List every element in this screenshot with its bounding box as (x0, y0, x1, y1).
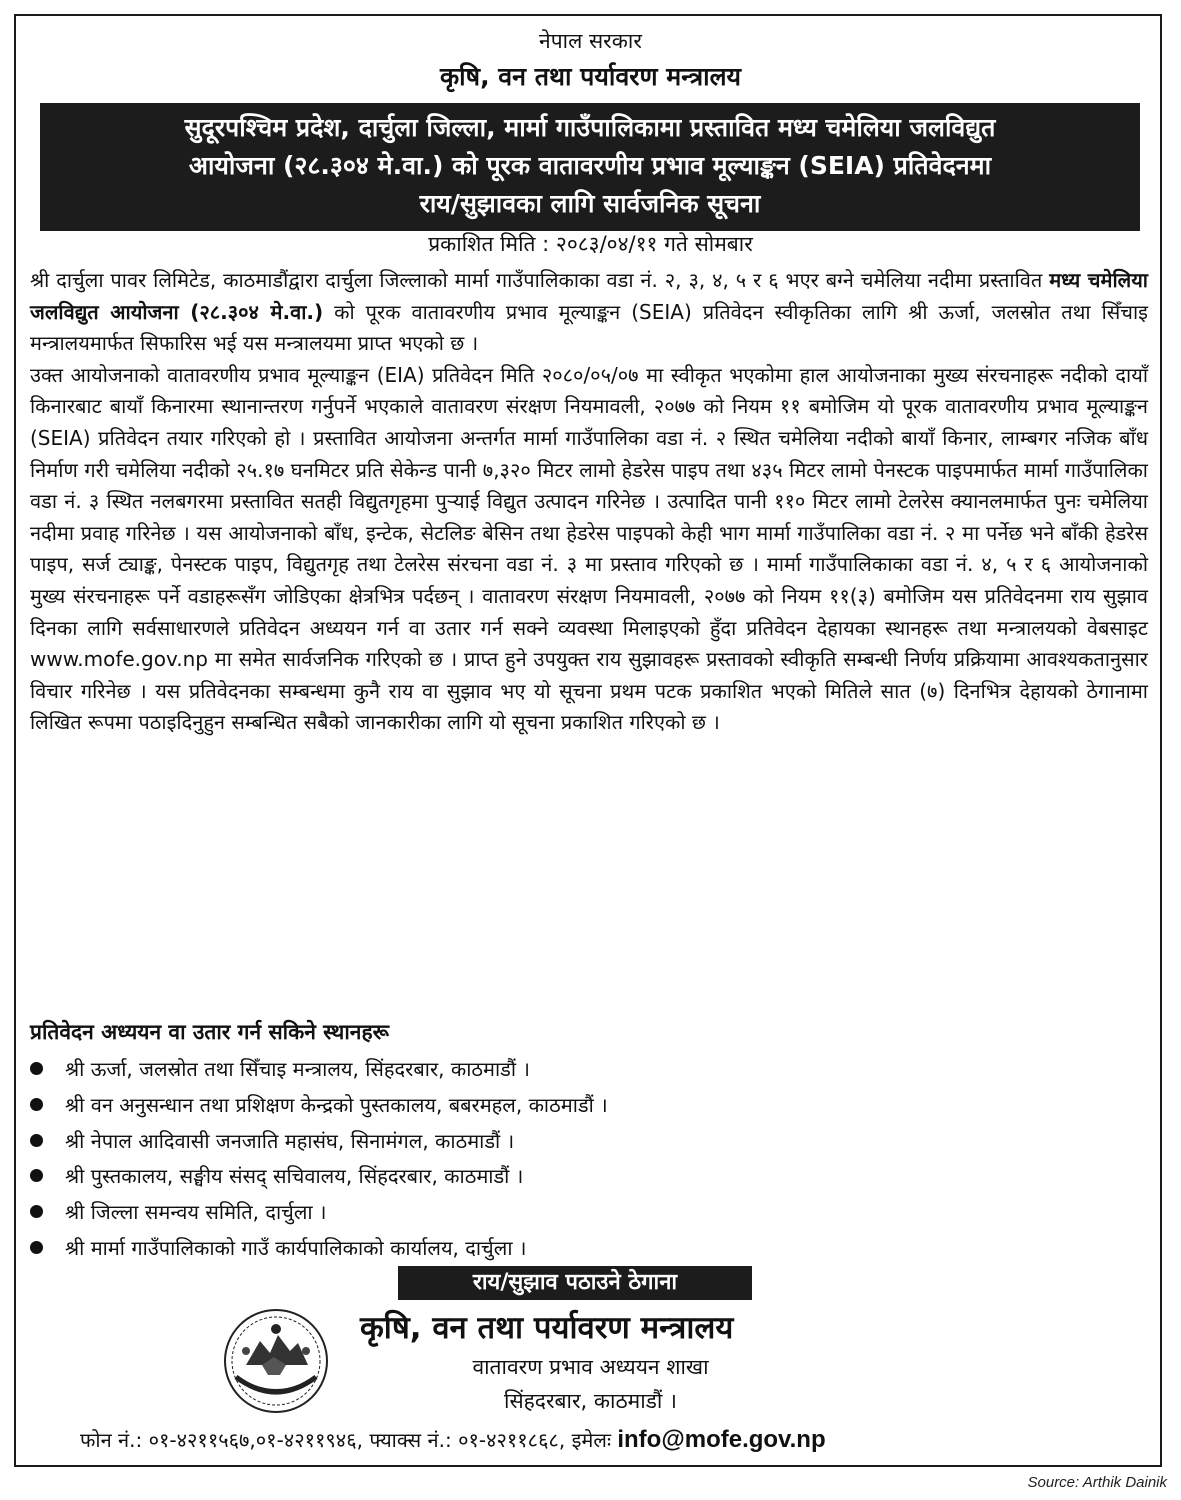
bullet-icon (30, 1134, 43, 1147)
list-item: श्री वन अनुसन्धान तथा प्रशिक्षण केन्द्रको पुस्तकालय, बबरमहल, काठमाडौं । (30, 1088, 608, 1124)
project-name: मध्य चमेलिया जलविद्युत आयोजना (२८.३०४ मे.वा.) (30, 268, 1148, 324)
notice-body (30, 265, 1148, 739)
list-item: श्री नेपाल आदिवासी जनजाति महासंघ, सिनामंगल, काठमाडौं । (30, 1124, 608, 1160)
places-list (30, 1052, 608, 1267)
contact-numbers: फोन नं.: ०१-४२११५६७,०१-४२११९४६, फ्याक्स नं.: ०१-४२११८६८, इमेलः (80, 1428, 618, 1452)
list-item: श्री ऊर्जा, जलस्रोत तथा सिँचाइ मन्त्रालय, सिंहदरबार, काठमाडौं । (30, 1052, 608, 1088)
bullet-icon (30, 1062, 43, 1075)
list-item: श्री मार्मा गाउँपालिकाको गाउँ कार्यपालिकाको कार्यालय, दार्चुला । (30, 1231, 608, 1267)
notice-title-line-2: आयोजना (२८.३०४ मे.वा.) को पूरक वातावरणीय प्रभाव मूल्याङ्कन (SEIA) प्रतिवेदनमा (188, 151, 992, 180)
places-heading: प्रतिवेदन अध्ययन वा उतार गर्न सकिने स्थानहरू (30, 1020, 389, 1044)
ministry-title: कृषि, वन तथा पर्यावरण मन्त्रालय (439, 62, 742, 91)
address-branch: वातावरण प्रभाव अध्ययन शाखा (472, 1355, 709, 1379)
notice-title-line-3: राय/सुझावका लागि सार्वजनिक सूचना (419, 189, 761, 218)
paragraph-1 (30, 265, 1148, 360)
address-banner: राय/सुझाव पठाउने ठेगाना (398, 1266, 752, 1300)
notice-title-line-1: सुदूरपश्चिम प्रदेश, दार्चुला जिल्ला, मार्मा गाउँपालिकामा प्रस्तावित मध्य चमेलिया जलविद्युत (184, 113, 996, 142)
paragraph-1-part-1: श्री दार्चुला पावर लिमिटेड, काठमाडौंद्वारा दार्चुला जिल्लाको मार्मा गाउँपालिकाका वडा नं. २, ३, ४, ५ र ६ भएर बग्ने चमेलिया नदीमा प्रस्तावित (30, 268, 1050, 292)
government-title: नेपाल सरकार (539, 29, 642, 53)
bullet-icon (30, 1098, 43, 1111)
address-ministry: कृषि, वन तथा पर्यावरण मन्त्रालय (360, 1310, 734, 1346)
paragraph-2: उक्त आयोजनाको वातावरणीय प्रभाव मूल्याङ्कन (EIA) प्रतिवेदन मिति २०८०/०५/०७ मा स्वीकृत भएकोमा हाल आयोजनाका मुख्य संरचनाहरू नदीको दायाँ किनारबाट बायाँ किनारमा स्थानान्तरण गर्नुपर्ने भएकाले वातावरण संरक्षण नियमावली, २०७७ को नियम ११ बमोजिम यो पूरक वातावरणीय प्रभाव मूल्याङ्कन (SEIA) प्रतिवेदन तयार गरिएको हो । प्रस्तावित आयोजना अन्तर्गत मार्मा गाउँपालिका वडा नं. २ स्थित चमेलिया नदीको बायाँ किनार, लाम्बगर नजिक बाँध निर्माण गरी चमेलिया नदीको २५.१७ घनमिटर प्रति सेकेन्ड पानी ७,३२० मिटर लामो हेडरेस पाइप तथा ४३५ मिटर लामो पेनस्टक पाइपमार्फत मार्मा गाउँपालिका वडा नं. ३ स्थित नलबगरमा प्रस्तावित सतही विद्युतगृहमा पुऱ्याई विद्युत उत्पादन गरिनेछ । उत्पादित पानी ११० मिटर लामो टेलरेस क्यानलमार्फत पुनः चमेलिया नदीमा प्रवाह गरिनेछ । यस आयोजनाको बाँध, इन्टेक, सेटलिङ बेसिन तथा हेडरेस पाइपको केही भाग मार्मा गाउँपालिका वडा नं. २ मा पर्नेछ भने बाँकी हेडरेस पाइप, सर्ज ट्याङ्क, पेनस्टक पाइप, विद्युतगृह तथा टेलरेस संरचना वडा नं. ३ मा प्रस्ताव गरिएको छ । मार्मा गाउँपालिकाका वडा नं. ४, ५ र ६ आयोजनाको मुख्य संरचनाहरू पर्ने वडाहरूसँग जोडिएका क्षेत्रभित्र पर्दछन् । वातावरण संरक्षण नियमावली, २०७७ को नियम ११(३) बमोजिम यस प्रतिवेदनमा राय सुझाव दिनका लागि सर्वसाधारणले प्रतिवेदन अध्ययन गर्न वा उतार गर्न सक्ने व्यवस्था मिलाइएको हुँदा प्रतिवेदन देहायका स्थानहरू तथा मन्त्रालयको वेबसाइट www.mofe.gov.np मा समेत सार्वजनिक गरिएको छ । प्राप्त हुने उपयुक्त राय सुझावहरू प्रस्तावको स्वीकृति सम्बन्धी निर्णय प्रक्रियामा आवश्यकतानुसार विचार गरिनेछ । यस प्रतिवेदनका सम्बन्धमा कुनै राय वा सुझाव भए यो सूचना प्रथम पटक प्रकाशित भएको मितिले सात (७) दिनभित्र देहायको ठेगानामा लिखित रूपमा पठाइदिनुहुन सम्बन्धित सबैको जानकारीका लागि यो सूचना प्रकाशित गरिएको छ । (30, 362, 1148, 735)
published-date: प्रकाशित मिति : २०८३/०४/११ गते सोमबार (428, 232, 753, 256)
contact-line (80, 1424, 826, 1456)
email-link[interactable]: info@mofe.gov.np (617, 1426, 826, 1453)
bullet-icon (30, 1169, 43, 1182)
list-item: श्री जिल्ला समन्वय समिति, दार्चुला । (30, 1195, 608, 1231)
bullet-icon (30, 1241, 43, 1254)
source-credit: Source: Arthik Dainik (1027, 1474, 1167, 1491)
notice-title-banner (40, 103, 1140, 231)
address-location: सिंहदरबार, काठमाडौं । (504, 1389, 677, 1413)
paragraph-1-part-2: को पूरक वातावरणीय प्रभाव मूल्याङ्कन (SEIA) प्रतिवेदन स्वीकृतिका लागि श्री ऊर्जा, जलस्रोत तथा सिँचाइ मन्त्रालयमार्फत सिफारिस भई यस मन्त्रालयमा प्राप्त भएको छ । (30, 299, 1148, 356)
list-item: श्री पुस्तकालय, सङ्घीय संसद् सचिवालय, सिंहदरबार, काठमाडौं । (30, 1159, 608, 1195)
bullet-icon (30, 1205, 43, 1218)
